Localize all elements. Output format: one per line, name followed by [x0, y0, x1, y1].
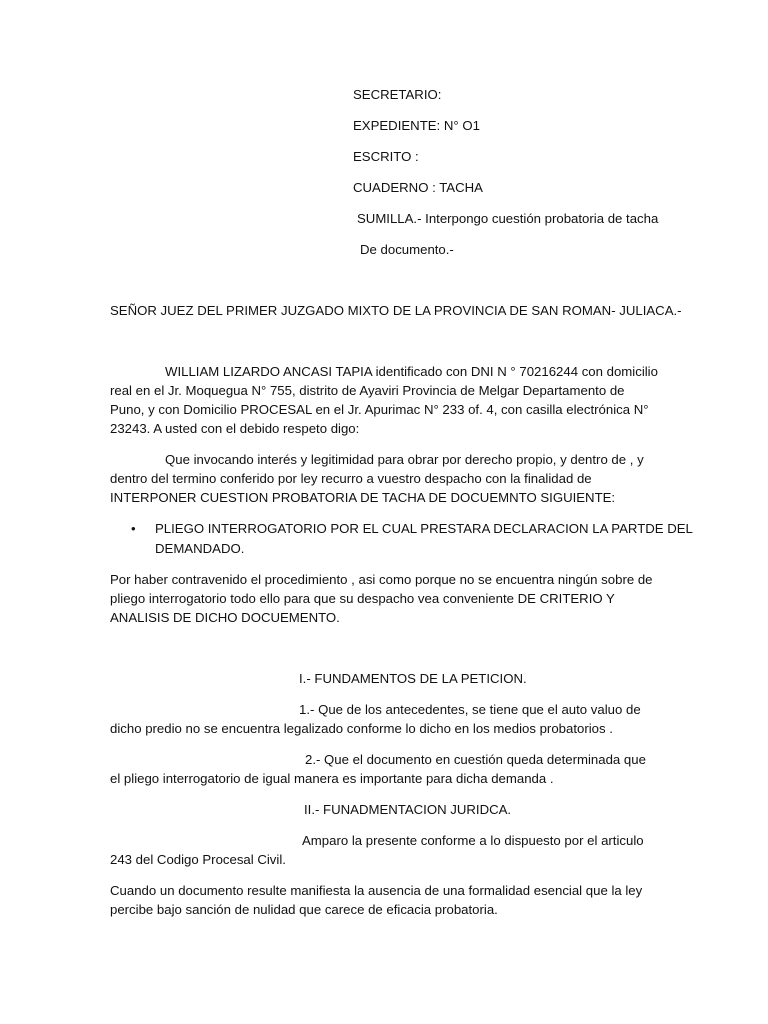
- addressee-line: SEÑOR JUEZ DEL PRIMER JUZGADO MIXTO DE LA PROVINCIA DE SAN ROMAN- JULIACA.-: [110, 303, 682, 318]
- petition-line-3: INTERPONER CUESTION PROBATORIA DE TACHA DE DOCUEMNTO SIGUIENTE:: [110, 490, 616, 505]
- petition-line-2: dentro del termino conferido por ley recurro a vuestro despacho con la finalidad de: [110, 471, 592, 486]
- secretario-label: SECRETARIO:: [353, 87, 442, 102]
- intro-line-4: 23243. A usted con el debido respeto digo:: [110, 421, 360, 436]
- expediente-label: EXPEDIENTE: N° O1: [353, 118, 480, 133]
- section-1-p1-line-1: [299, 702, 641, 718]
- intro-line-2: real en el Jr. Moquegua N° 755, distrito de Ayaviri Provincia de Melgar Departamento de: [110, 383, 625, 398]
- section-1-p1-text: .- Que de los antecedentes, se tiene que el auto valuo de: [306, 702, 641, 717]
- reason-line-1: Por haber contravenido el procedimiento , asi como porque no se encuentra ningún sobre de: [110, 572, 653, 587]
- section-1-title: I.- FUNDAMENTOS DE LA PETICION.: [299, 671, 527, 686]
- intro-line-1: WILLIAM LIZARDO ANCASI TAPIA identificado con DNI N ° 70216244 con domicilio: [165, 364, 658, 379]
- bullet-line-2: DEMANDADO.: [155, 541, 245, 556]
- bullet-dot: •: [131, 521, 136, 536]
- section-1-p1-number: 1: [299, 702, 307, 717]
- section-2-title: II.- FUNADMENTACION JURIDCA.: [304, 802, 512, 817]
- escrito-label: ESCRITO :: [353, 149, 419, 164]
- section-2-p1-line-1: Amparo la presente conforme a lo dispuesto por el articulo: [302, 833, 644, 848]
- intro-line-3: Puno, y con Domicilio PROCESAL en el Jr. Apurimac N° 233 of. 4, con casilla electrónica N°: [110, 402, 649, 417]
- section-1-p1-line-2: dicho predio no se encuentra legalizado conforme lo dicho en los medios probatorios .: [110, 721, 613, 736]
- cuaderno-label: CUADERNO : TACHA: [353, 180, 483, 195]
- bullet-line-1: PLIEGO INTERROGATORIO POR EL CUAL PRESTARA DECLARACION LA PARTDE DEL: [155, 521, 693, 536]
- section-2-p2-line-1: Cuando un documento resulte manifiesta la ausencia de una formalidad esencial que la ley: [110, 883, 643, 898]
- sumilla-label: SUMILLA.- Interpongo cuestión probatoria de tacha: [357, 211, 659, 226]
- section-1-p2-line-2: el pliego interrogatorio de igual manera es importante para dicha demanda .: [110, 771, 554, 786]
- reason-line-2: pliego interrogatorio todo ello para que su despacho vea conveniente DE CRITERIO Y: [110, 591, 615, 606]
- petition-line-1: Que invocando interés y legitimidad para obrar por derecho propio, y dentro de , y: [165, 452, 644, 467]
- section-1-p2-line-1: 2.- Que el documento en cuestión queda determinada que: [305, 752, 646, 767]
- reason-line-3: ANALISIS DE DICHO DOCUEMENTO.: [110, 610, 340, 625]
- section-2-p2-line-2: percibe bajo sanción de nulidad que carece de eficacia probatoria.: [110, 902, 498, 917]
- section-2-p1-line-2: 243 del Codigo Procesal Civil.: [110, 852, 286, 867]
- sumilla-continuation: De documento.-: [360, 242, 454, 257]
